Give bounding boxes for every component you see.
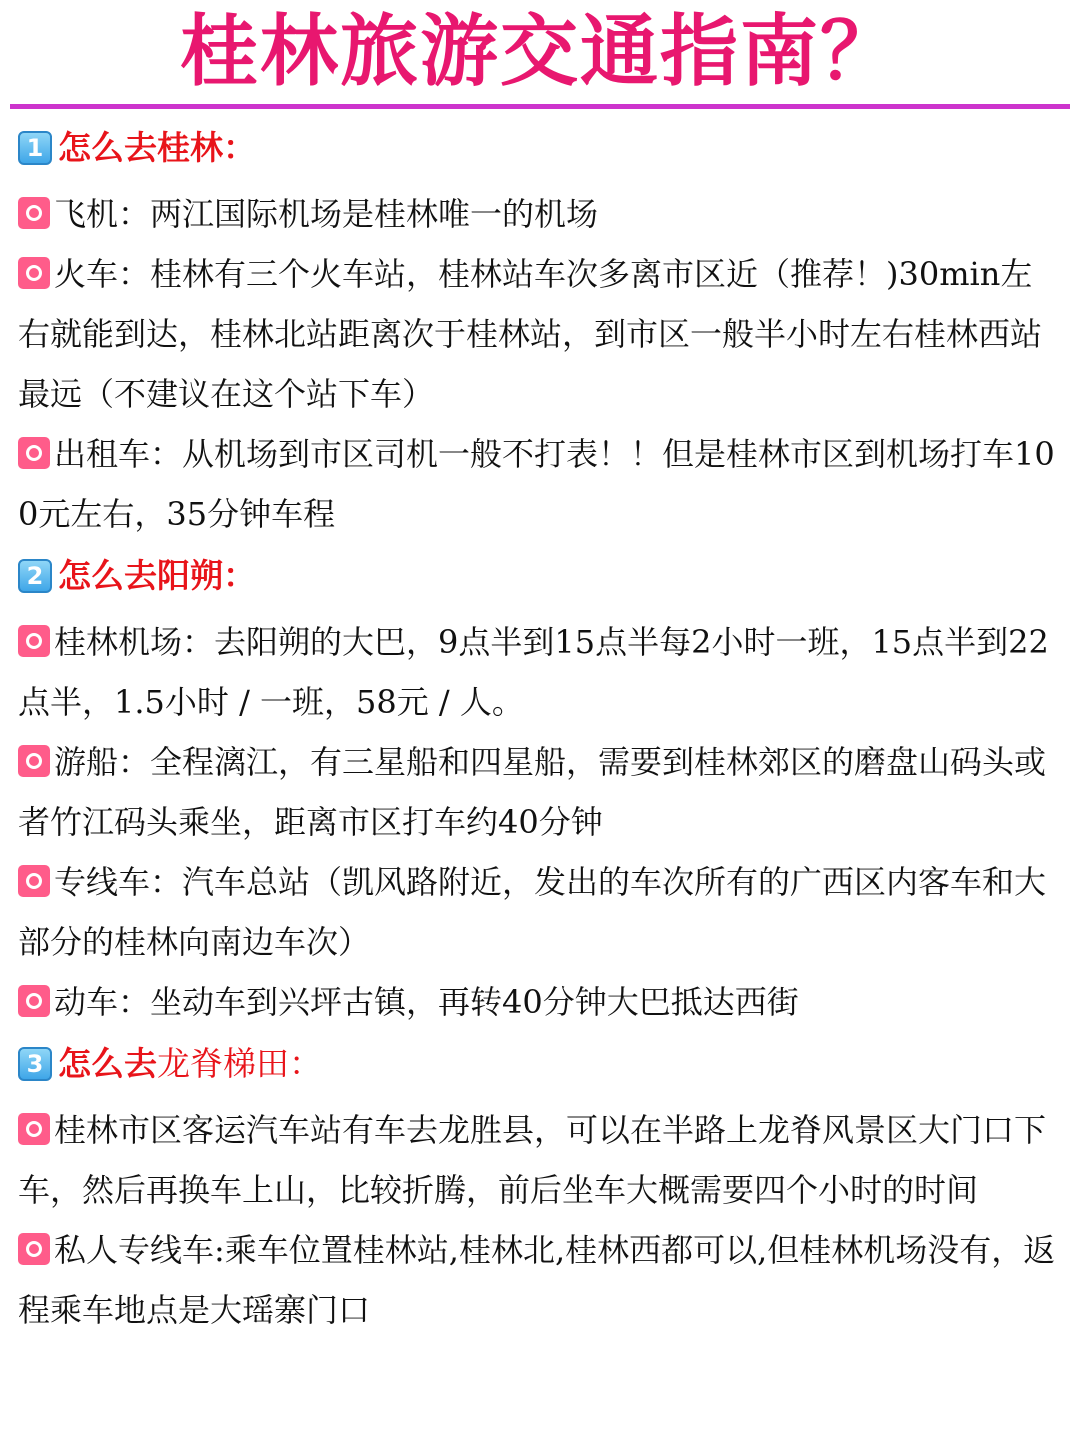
circle-bullet-icon [18, 437, 50, 469]
list-item [18, 732, 1064, 852]
item-text: 火车：桂林有三个火车站，桂林站车次多离市区近（推荐！)30min左右就能到达，桂林北站距离次于桂林站，到市区一般半小时左右桂林西站最远（不建议在这个站下车） [18, 255, 1043, 413]
list-item [18, 1100, 1064, 1220]
circle-bullet-icon [18, 985, 50, 1017]
list-item [18, 244, 1064, 424]
circle-bullet-icon [18, 197, 50, 229]
list-item [18, 972, 1064, 1032]
circle-bullet-icon [18, 1233, 50, 1265]
item-text: 桂林机场：去阳朔的大巴，9点半到15点半每2小时一班，15点半到22点半，1.5小时 / 一班，58元 / 人。 [18, 623, 1049, 721]
circle-bullet-icon [18, 1113, 50, 1145]
item-text: 动车：坐动车到兴坪古镇，再转40分钟大巴抵达西街 [54, 983, 799, 1021]
section-heading-guilin [18, 118, 1064, 178]
item-text: 游船：全程漓江，有三星船和四星船，需要到桂林郊区的磨盘山码头或者竹江码头乘坐，距离市区打车约40分钟 [18, 743, 1047, 841]
keycap-number-icon: 1 [18, 131, 52, 165]
keycap-number-icon: 3 [18, 1047, 52, 1081]
section-title: 怎么去阳朔： [58, 556, 256, 595]
section-heading-longji [18, 1034, 1064, 1094]
circle-bullet-icon [18, 865, 50, 897]
circle-bullet-icon [18, 257, 50, 289]
item-text: 桂林市区客运汽车站有车去龙胜县，可以在半路上龙脊风景区大门口下车，然后再换车上山，比较折腾，前后坐车大概需要四个小时的时间 [18, 1111, 1047, 1209]
item-text: 私人专线车:乘车位置桂林站,桂林北,桂林西都可以,但桂林机场没有，返程乘车地点是大瑶寨门口 [18, 1231, 1056, 1329]
section-title: 怎么去 [58, 1044, 157, 1083]
item-text: 出租车：从机场到市区司机一般不打表！！但是桂林市区到机场打车100元左右，35分钟车程 [18, 435, 1055, 533]
circle-bullet-icon [18, 625, 50, 657]
list-item [18, 1220, 1064, 1340]
section-title: 怎么去桂林： [58, 128, 256, 167]
item-text: 专线车：汽车总站（凯风路附近，发出的车次所有的广西区内客车和大部分的桂林向南边车次） [18, 863, 1047, 961]
list-item [18, 612, 1064, 732]
list-item [18, 424, 1064, 544]
list-item [18, 184, 1064, 244]
section-title-suffix: 龙脊梯田： [157, 1044, 322, 1083]
item-text: 飞机：两江国际机场是桂林唯一的机场 [54, 195, 599, 233]
title-divider [10, 104, 1070, 109]
page-title: 桂林旅游交通指南？ [179, 7, 900, 97]
guide-content [18, 116, 1064, 1340]
section-heading-yangshuo [18, 546, 1064, 606]
keycap-number-icon: 2 [18, 559, 52, 593]
list-item [18, 852, 1064, 972]
circle-bullet-icon [18, 745, 50, 777]
